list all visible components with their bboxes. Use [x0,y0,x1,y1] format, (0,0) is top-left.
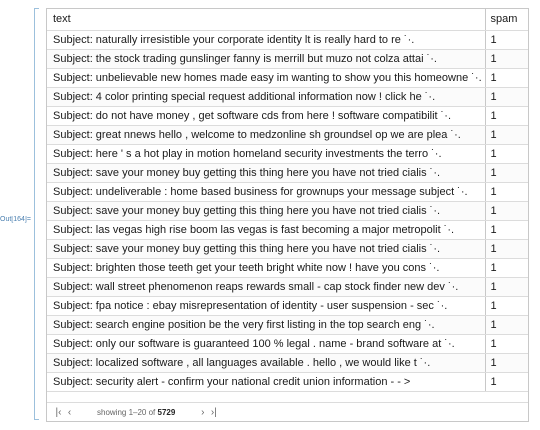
cell-spam: 1 [485,315,528,334]
cell-text: Subject: las vegas high rise boom las vegas is fast becoming a major metropolit ˙·. [47,220,485,239]
cell-text: Subject: save your money buy getting this thing here you have not tried cialis ˙·. [47,239,485,258]
cell-spam: 1 [485,49,528,68]
cell-spam: 1 [485,87,528,106]
table-row[interactable] [47,277,528,296]
table-row[interactable] [47,30,528,49]
cell-spam: 1 [485,353,528,372]
cell-spam: 1 [485,296,528,315]
cell-spam: 1 [485,239,528,258]
cell-spam: 1 [485,258,528,277]
cell-spam: 1 [485,334,528,353]
cell-text: Subject: undeliverable : home based business for grownups your message subject ˙·. [47,182,485,201]
table-row[interactable] [47,315,528,334]
table-row[interactable] [47,144,528,163]
cell-text: Subject: unbelievable new homes made easy im wanting to show you this homeowne ˙·. [47,68,485,87]
cell-text: Subject: save your money buy getting this thing here you have not tried cialis ˙·. [47,201,485,220]
cell-spam: 1 [485,277,528,296]
cell-spam: 1 [485,106,528,125]
cell-spam: 1 [485,182,528,201]
last-page-icon[interactable]: ›| [210,406,217,418]
cell-text: Subject: fpa notice : ebay misrepresentation of identity - user suspension - sec ˙·. [47,296,485,315]
cell-text: Subject: brighten those teeth get your teeth bright white now ! have you cons ˙·. [47,258,485,277]
table-row[interactable] [47,220,528,239]
cell-text: Subject: save your money buy getting this thing here you have not tried cialis ˙·. [47,163,485,182]
cell-text: Subject: great nnews hello , welcome to medzonline sh groundsel op we are plea ˙·. [47,125,485,144]
table-row[interactable] [47,239,528,258]
cell-text: Subject: security alert - confirm your national credit union information - - > [47,372,485,391]
next-page-icon[interactable]: › [201,406,205,418]
pagination-status: showing 1–20 of 5729 [97,407,176,417]
data-table [47,9,528,392]
header-row [47,9,528,30]
table-row[interactable] [47,49,528,68]
table-row[interactable] [47,68,528,87]
output-label: Out[164]= [0,216,31,223]
prev-page-icon[interactable]: ‹ [67,406,72,418]
pagination-bar [47,402,528,421]
cell-text: Subject: the stock trading gunslinger fanny is merrill but muzo not colza attai ˙·. [47,49,485,68]
cell-spam: 1 [485,163,528,182]
cell-text: Subject: wall street phenomenon reaps rewards small - cap stock finder new dev ˙·. [47,277,485,296]
cell-text: Subject: search engine position be the very first listing in the top search eng ˙·. [47,315,485,334]
cell-text: Subject: 4 color printing special request additional information now ! click he ˙·. [47,87,485,106]
cell-text: Subject: naturally irresistible your corporate identity lt is really hard to re ˙·. [47,30,485,49]
table-row[interactable] [47,258,528,277]
cell-spam: 1 [485,220,528,239]
table-row[interactable] [47,296,528,315]
table-row[interactable] [47,87,528,106]
cell-text: Subject: only our software is guaranteed 100 % legal . name - brand software at ˙·. [47,334,485,353]
table-row[interactable] [47,372,528,391]
dataset-viewer [46,8,529,422]
cell-spam: 1 [485,68,528,87]
cell-text: Subject: do not have money , get software cds from here ! software compatibilit ˙·. [47,106,485,125]
cell-spam: 1 [485,125,528,144]
table-row[interactable] [47,201,528,220]
cell-spam: 1 [485,30,528,49]
table-row[interactable] [47,334,528,353]
table-row[interactable] [47,163,528,182]
cell-bracket[interactable] [34,8,39,420]
column-header-text[interactable]: text [47,9,485,30]
column-header-spam[interactable]: spam [485,9,528,30]
cell-spam: 1 [485,201,528,220]
cell-text: Subject: here ' s a hot play in motion homeland security investments the terro ˙·. [47,144,485,163]
table-row[interactable] [47,353,528,372]
table-row[interactable] [47,106,528,125]
cell-spam: 1 [485,372,528,391]
table-row[interactable] [47,125,528,144]
table-row[interactable] [47,182,528,201]
cell-spam: 1 [485,144,528,163]
cell-text: Subject: localized software , all languages available . hello , we would like t ˙·. [47,353,485,372]
first-page-icon[interactable]: |‹ [55,406,62,418]
